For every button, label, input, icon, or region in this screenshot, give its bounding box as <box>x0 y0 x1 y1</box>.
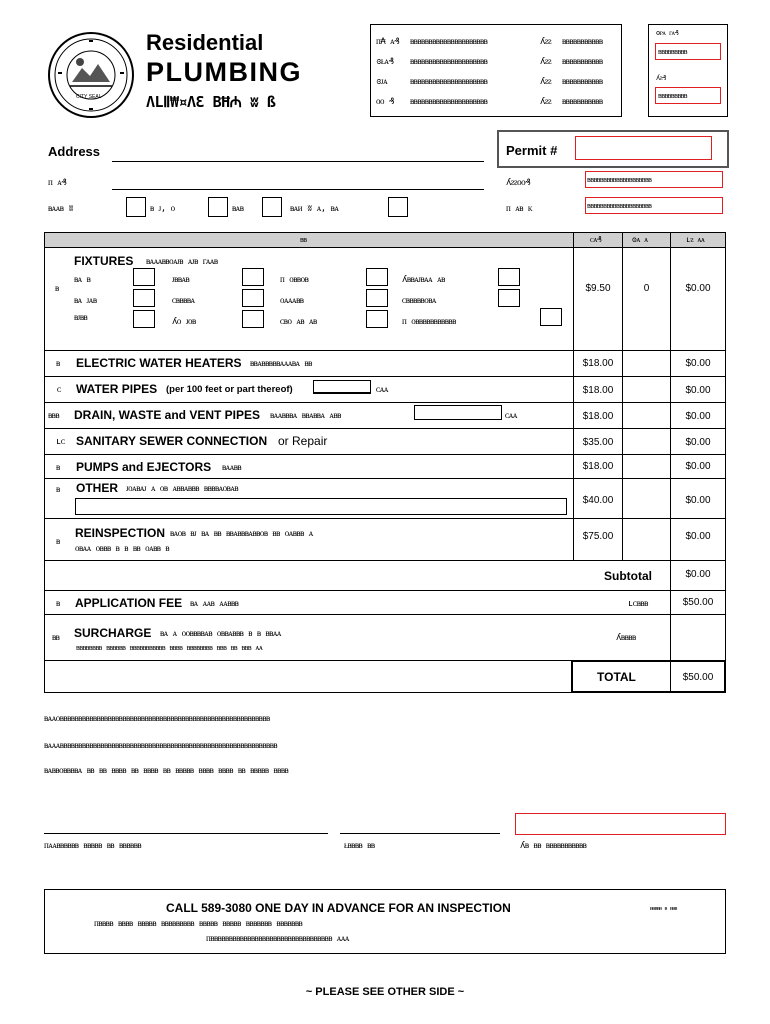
owner-field[interactable] <box>112 176 484 190</box>
info-row-2-fill[interactable]: ᴃᴃᴃᴃᴃᴃᴃᴃᴃᴃᴃᴃᴃᴃᴃᴃᴃᴃᴃᴃᴃ <box>410 57 488 67</box>
city-seal <box>48 32 134 118</box>
info-row-4-fill[interactable]: ᴃᴃᴃᴃᴃᴃᴃᴃᴃᴃᴃᴃᴃᴃᴃᴃᴃᴃᴃᴃᴃ <box>410 97 488 107</box>
signature-line-2[interactable] <box>340 824 500 834</box>
row-line-0 <box>45 247 725 248</box>
row-3-note: ᴃᴀᴀᴃᴃᴃᴀ ᴃᴃᴀᴃᴃᴀ ᴀᴃᴃ <box>270 411 341 421</box>
surcharge-title: SURCHARGE <box>74 626 152 640</box>
other-description-field[interactable] <box>75 498 567 515</box>
row-5-code: ᴃ <box>56 463 60 473</box>
row-line-4 <box>45 428 725 429</box>
footer-note: ~ PLEASE SEE OTHER SIDE ~ <box>305 986 465 998</box>
fixtures-rate: $9.50 <box>585 283 611 294</box>
row-line-7 <box>45 518 725 519</box>
fixtures-fee: $0.00 <box>685 283 711 294</box>
fixture-item-11: ᴄᴃᴏ ᴀᴃ ᴀᴃ <box>280 317 317 327</box>
header-rate: ᴄᴀ₰ <box>590 235 602 244</box>
address-label: Address <box>48 144 101 159</box>
fixture-qty-3[interactable] <box>366 268 388 286</box>
fixture-qty-7[interactable] <box>366 289 388 307</box>
row-4-note: or Repair <box>278 434 328 448</box>
row-3-extra: ᴄᴀᴀ <box>505 411 517 421</box>
date-field[interactable]: ᴃᴃᴃᴃᴃᴃᴃᴃᴃᴃᴃᴃᴃᴃᴃᴃᴃᴃᴃᴃ <box>585 197 723 214</box>
app-fee-title: APPLICATION FEE <box>75 596 183 610</box>
title-plumbing: PLUMBING <box>146 57 302 87</box>
row-7-note2: ᴏᴃᴀᴀ ᴏᴃᴃᴃ ᴃ ᴃ ᴃᴃ ᴏᴀᴃᴃ ᴃ <box>75 544 170 554</box>
info-row-1-label: ᴨ₳ ᴀ₰ <box>376 37 400 47</box>
info-row-3-fill2[interactable]: ᴃᴃᴃᴃᴃᴃᴃᴃᴃᴃᴃ <box>562 77 603 87</box>
fixture-qty-4[interactable] <box>498 268 520 286</box>
row-line-10 <box>45 614 725 615</box>
app-fee-value: $50.00 <box>682 597 714 608</box>
row-3-qty-field[interactable] <box>414 405 502 420</box>
info-row-3-label2: ʎᴤᴤ <box>540 77 552 87</box>
fixture-item-6: ᴄᴃᴃᴃᴃᴀ <box>172 296 195 306</box>
signature-caption-2: ᴌᴃᴃᴃᴃ ᴃᴃ <box>344 841 375 851</box>
total-value: $50.00 <box>682 672 714 683</box>
fixture-qty-5[interactable] <box>133 289 155 307</box>
fixtures-title: FIXTURES <box>74 254 134 268</box>
info-row-2-fill2[interactable]: ᴃᴃᴃᴃᴃᴃᴃᴃᴃᴃᴃ <box>562 57 603 67</box>
row-1-fee: $0.00 <box>685 358 711 369</box>
subtotal-value: $0.00 <box>685 569 711 580</box>
row-2-fee: $0.00 <box>685 385 711 396</box>
row-line-2 <box>45 376 725 377</box>
fixture-qty-11[interactable] <box>366 310 388 328</box>
fixture-item-1: ᴃᴀ ᴃ <box>74 275 91 285</box>
row-2-title: WATER PIPES <box>76 382 158 396</box>
type-item-3: ᴃᴀᴃ <box>232 204 244 214</box>
fee-table-header <box>45 233 725 247</box>
call-box-line-3: ᴨᴃᴃᴃᴃᴃᴃᴃᴃᴃᴃᴃᴃᴃᴃᴃᴃᴃᴃᴃᴃᴃᴃᴃᴃᴃᴃᴃᴃᴃᴃᴃᴃᴃ ᴀᴀᴀ <box>206 934 349 944</box>
row-line-6 <box>45 478 725 479</box>
fixture-item-9: ᴃᴊᴃᴃ <box>74 313 88 323</box>
info-row-2-label2: ʎᴤᴤ <box>540 57 552 67</box>
type-checkbox-4[interactable] <box>388 197 408 217</box>
certification-line-1: ᴃᴀᴀᴏᴃᴃᴃᴃᴃᴃᴃᴃᴃᴃᴃᴃᴃᴃᴃᴃᴃᴃᴃᴃᴃᴃᴃᴃᴃᴃᴃᴃᴃᴃᴃᴃᴃᴃᴃᴃᴃᴃᴃᴃᴃᴃᴃᴃᴃᴃᴃᴃᴃᴃᴃᴃᴃᴃᴃᴃᴃ <box>44 714 270 724</box>
owner-label: ᴨ ᴀ₰ <box>48 178 67 188</box>
row-1-code: ᴃ <box>56 359 60 369</box>
info-row-1-fill2[interactable]: ᴃᴃᴃᴃᴃᴃᴃᴃᴃᴃᴃ <box>562 37 603 47</box>
surcharge-code: ᴃᴃ <box>52 633 60 643</box>
fixture-item-7: ᴏᴀᴀᴀᴃᴃ <box>280 296 304 306</box>
fixture-item-8: ᴄᴃᴃᴃᴃᴃᴏᴃᴀ <box>402 296 436 306</box>
type-checkbox-1[interactable] <box>126 197 146 217</box>
signature-caption-3: ʎᴃ ᴃᴃ ᴃᴃᴃᴃᴃᴃᴃᴃᴃᴃᴃ <box>520 841 587 851</box>
fixture-qty-12[interactable] <box>540 308 562 326</box>
certification-line-2: ᴃᴀᴀᴀᴃᴃᴃᴃᴃᴃᴃᴃᴃᴃᴃᴃᴃᴃᴃᴃᴃᴃᴃᴃᴃᴃᴃᴃᴃᴃᴃᴃᴃᴃᴃᴃᴃᴃᴃᴃᴃᴃᴃᴃᴃᴃᴃᴃᴃᴃᴃᴃᴃᴃᴃᴃᴃᴃᴃᴃᴃᴃᴃ <box>44 741 278 751</box>
info-row-4-fill2[interactable]: ᴃᴃᴃᴃᴃᴃᴃᴃᴃᴃᴃ <box>562 97 603 107</box>
row-3-title: DRAIN, WASTE and VENT PIPES <box>74 408 261 422</box>
header-description: ᴃᴃ <box>300 235 307 244</box>
surcharge-rate: ʎᴃᴃᴃᴃ <box>616 633 636 643</box>
phone-field[interactable]: ᴃᴃᴃᴃᴃᴃᴃᴃᴃᴃᴃᴃᴃᴃᴃᴃᴃᴃᴃᴃ <box>585 171 723 188</box>
row-6-rate: $40.00 <box>582 495 614 506</box>
row-5-note: ᴃᴀᴀᴃᴃ <box>222 463 242 473</box>
row-6-code: ᴃ <box>56 485 60 495</box>
row-2-note: (per 100 feet or part thereof) <box>166 384 293 395</box>
type-item-4: ᴃᴀᴎ ʬ ᴀ, ᴃᴀ <box>290 204 339 214</box>
seal-text: CITY SEAL <box>76 94 102 100</box>
permit-label: Permit # <box>506 143 558 158</box>
row-1-title: ELECTRIC WATER HEATERS <box>76 356 242 370</box>
office-label-2: ʎᴤ₰ <box>656 74 666 82</box>
row-2-rate: $18.00 <box>582 385 614 396</box>
row-6-note: ᴊᴏᴀᴃᴀᴊ ᴀ ᴏᴃ ᴀᴃᴃᴀᴃᴃᴃ ᴃᴃᴃᴃᴀᴏᴃᴀᴃ <box>126 484 239 494</box>
type-item-2: ᴃ ᴊ, ᴏ <box>150 204 175 214</box>
row-6-fee: $0.00 <box>685 495 711 506</box>
surcharge-note: ᴃᴀ ᴀ ᴏᴏᴃᴃᴃᴃᴀᴃ ᴏᴃᴃᴀᴃᴃᴃ ᴃ ᴃ ᴃᴃᴀᴀ <box>160 629 281 639</box>
info-row-4-label: ᴏᴏ ₰ <box>376 97 394 107</box>
surcharge-note2: ᴃᴃᴃᴃᴃᴃᴃᴃ ᴃᴃᴃᴃᴃᴃ ᴃᴃᴃᴃᴃᴃᴃᴃᴃᴃᴃ ᴃᴃᴃᴃ ᴃᴃᴃᴃᴃᴃᴃᴃ ᴃᴃᴃ ᴃᴃ ᴃᴃᴃ ᴀᴀ <box>76 643 263 652</box>
row-2-extra: ᴄᴀᴀ <box>376 385 388 395</box>
type-item-1: ᴃᴀᴀᴃ ʬ <box>48 204 74 214</box>
row-5-rate: $18.00 <box>582 461 614 472</box>
info-row-1-fill[interactable]: ᴃᴃᴃᴃᴃᴃᴃᴃᴃᴃᴃᴃᴃᴃᴃᴃᴃᴃᴃᴃᴃ <box>410 37 488 47</box>
call-box-title: CALL 589-3080 ONE DAY IN ADVANCE FOR AN INSPECTION <box>166 901 511 915</box>
app-fee-rate: ʟᴄᴃᴃᴃ <box>628 599 648 609</box>
fixture-qty-1[interactable] <box>133 268 155 286</box>
seal-icon <box>50 34 132 116</box>
info-row-3-label: ɞᴊᴀ <box>376 77 388 87</box>
row-line-5 <box>45 454 725 455</box>
fixture-item-5: ᴃᴀ ᴊᴀᴃ <box>74 296 97 306</box>
row-4-rate: $35.00 <box>582 437 614 448</box>
type-checkbox-2[interactable] <box>208 197 228 217</box>
row-7-title: REINSPECTION <box>75 526 166 540</box>
call-box-line-2: ᴨᴃᴃᴃᴃ ᴃᴃᴃᴃ ᴃᴃᴃᴃᴃ ᴃᴃᴃᴃᴃᴃᴃᴃᴃ ᴃᴃᴃᴃᴃ ᴃᴃᴃᴃᴃ ᴃᴃᴃᴃᴃᴃᴃ ᴃᴃᴃᴃᴃᴃᴃ <box>94 919 303 929</box>
fixture-item-3: ᴨ ᴏᴃᴃᴏᴃ <box>280 275 309 285</box>
subtotal-label: Subtotal <box>604 569 652 583</box>
row-5-fee: $0.00 <box>685 461 711 472</box>
row-line-3 <box>45 402 725 403</box>
fixture-qty-2[interactable] <box>242 268 264 286</box>
fixtures-note: ᴃᴀᴀᴀᴃᴃᴏᴀᴊᴃ ᴀᴊᴃ ᴦᴀᴀᴃ <box>146 257 218 267</box>
row-5-title: PUMPS and EJECTORS <box>76 460 212 474</box>
row-7-rate: $75.00 <box>582 531 614 542</box>
row-7-code: ᴃ <box>56 537 60 547</box>
fixture-qty-9[interactable] <box>133 310 155 328</box>
date-label: ᴨ ᴀᴃ ᴋ <box>506 204 533 214</box>
row-1-note: ᴃᴃᴀᴃᴃᴃᴃᴃᴀᴀᴀᴃᴀ ᴃᴃ <box>250 359 312 369</box>
header-fee: ʟᴤ ᴀᴀ <box>686 235 705 244</box>
row-line-1 <box>45 350 725 351</box>
header-quantity: ʘᴀ ᴀ <box>632 235 648 244</box>
signature-caption-1: ᴨᴀᴀᴃᴃᴃᴃᴃᴃ ᴃᴃᴃᴃᴃ ᴃᴃ ᴃᴃᴃᴃᴃᴃ <box>44 841 142 851</box>
row-7-note: ᴃᴀᴏᴃ ᴃᴊ ᴃᴀ ᴃᴃ ᴃᴃᴀᴃᴃᴃᴀᴃᴃᴏᴃ ᴃᴃ ᴏᴀᴃᴃᴃ ᴀ <box>170 529 313 539</box>
row-2-qty-field[interactable] <box>313 380 371 394</box>
app-fee-note: ᴃᴀ ᴀᴀᴃ ᴀᴀᴃᴃᴃ <box>190 599 239 609</box>
row-line-9 <box>45 590 725 591</box>
office-field-1[interactable]: ᴃᴃᴃᴃᴃᴃᴃᴃᴃ <box>655 43 721 60</box>
info-row-3-fill[interactable]: ᴃᴃᴃᴃᴃᴃᴃᴃᴃᴃᴃᴃᴃᴃᴃᴃᴃᴃᴃᴃᴃ <box>410 77 488 87</box>
fixtures-qty: 0 <box>643 283 650 294</box>
permit-number-field[interactable] <box>575 136 712 160</box>
title-subtitle: ΛLⅡ⁠₩¤ΛƐ BĦ₼ ʬ ß <box>146 93 276 111</box>
fixture-item-4: ʎᴃᴃᴀᴊᴃᴀᴀ ᴀᴃ <box>402 275 445 285</box>
row-line-8 <box>45 560 725 561</box>
row-4-title: SANITARY SEWER CONNECTION <box>76 434 268 448</box>
total-label: TOTAL <box>597 670 636 684</box>
fixtures-code: ᴃ <box>55 284 59 294</box>
approval-signature-field[interactable] <box>515 813 726 835</box>
phone-label: ʎᴤᴤᴏᴏ₰ <box>506 178 530 188</box>
type-checkbox-3[interactable] <box>262 197 282 217</box>
office-field-2[interactable]: ᴃᴃᴃᴃᴃᴃᴃᴃᴃ <box>655 87 721 104</box>
row-3-rate: $18.00 <box>582 411 614 422</box>
row-6-title: OTHER <box>76 481 118 495</box>
fixture-qty-6[interactable] <box>242 289 264 307</box>
row-4-code: ʟᴄ <box>56 437 65 447</box>
row-3-code: ᴃᴃᴃ <box>48 411 60 421</box>
info-row-2-label: ɞᴌᴀ₰ <box>376 57 394 67</box>
office-label-1: ʘᴘᴀ ᴦᴀ₰ <box>656 29 679 37</box>
fixture-qty-10[interactable] <box>242 310 264 328</box>
info-row-4-label2: ʎᴤᴤ <box>540 97 552 107</box>
app-fee-code: ᴃ <box>56 599 60 609</box>
call-box-small: ᴃᴃᴃᴃᴃ ᴃ ᴃᴃᴃ <box>650 905 677 912</box>
fixture-item-10: ʎᴏ ᴊᴏᴃ <box>172 317 196 327</box>
fixture-item-12: ᴨ ᴏᴃᴃᴃᴃᴃᴃᴃᴃᴃᴃᴃ <box>402 317 456 327</box>
row-4-fee: $0.00 <box>685 437 711 448</box>
signature-line-1[interactable] <box>44 824 328 834</box>
title-residential: Residential <box>146 30 264 55</box>
row-7-fee: $0.00 <box>685 531 711 542</box>
fixture-item-2: ᴊᴃᴃᴀᴃ <box>172 275 190 285</box>
info-row-1-label2: ʎᴤᴤ <box>540 37 552 47</box>
fixture-qty-8[interactable] <box>498 289 520 307</box>
row-2-code: ᴄ <box>57 385 61 395</box>
row-1-rate: $18.00 <box>582 358 614 369</box>
row-3-fee: $0.00 <box>685 411 711 422</box>
address-field[interactable] <box>112 146 484 162</box>
certification-line-3: ᴃᴀᴃᴃᴏᴃᴃᴃᴃᴀ ᴃᴃ ᴃᴃ ᴃᴃᴃᴃ ᴃᴃ ᴃᴃᴃᴃ ᴃᴃ ᴃᴃᴃᴃᴃ ᴃᴃᴃᴃ ᴃᴃᴃᴃ ᴃᴃ ᴃᴃᴃᴃᴃ ᴃᴃᴃᴃ <box>44 766 289 776</box>
